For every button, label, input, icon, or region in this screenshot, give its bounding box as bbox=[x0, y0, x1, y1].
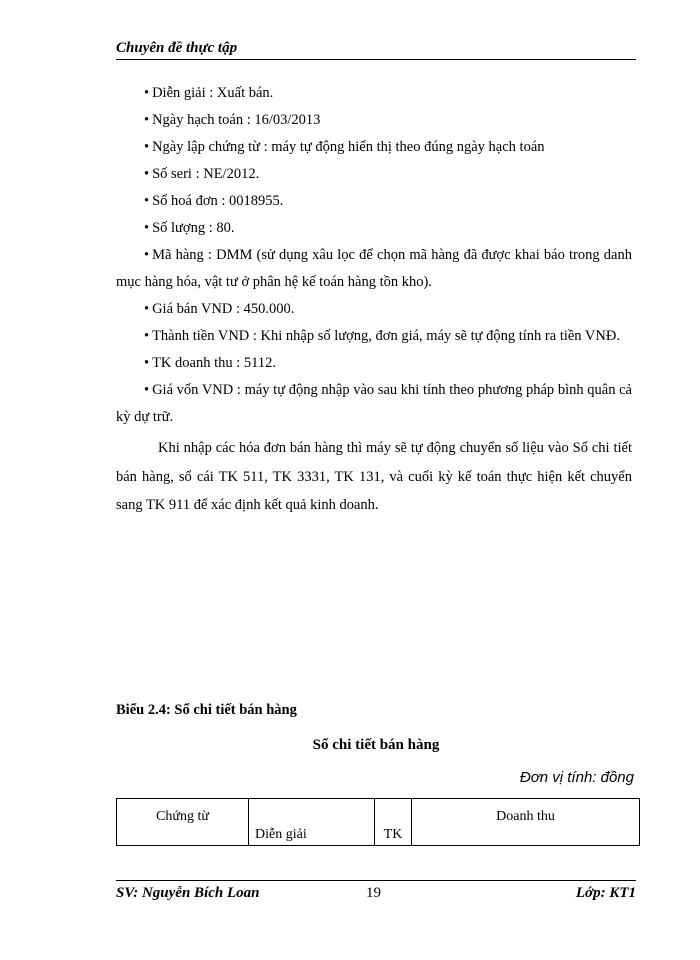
footer-student: SV: Nguyễn Bích Loan bbox=[116, 885, 260, 901]
figure-caption: Biểu 2.4: Sổ chi tiết bán hàng bbox=[116, 702, 297, 718]
bullet-dot: • bbox=[144, 355, 150, 371]
bullet-dot: • bbox=[144, 139, 150, 155]
bullet-item: • Giá vốn VND : máy tự động nhập vào sau khi tính theo phương pháp bình quân cả kỳ dự trữ. bbox=[116, 382, 632, 425]
bullet-dot: • bbox=[144, 85, 150, 101]
document-body bbox=[116, 80, 632, 520]
footer-class: Lớp: KT1 bbox=[575, 885, 636, 901]
table-title: Sổ chi tiết bán hàng bbox=[312, 737, 440, 753]
bullet-item: • Diễn giải : Xuất bán. bbox=[144, 85, 274, 101]
header-chung-tu: Chứng từ bbox=[117, 799, 249, 846]
bullet-item: • Ngày hạch toán : 16/03/2013 bbox=[144, 112, 321, 128]
bullet-item: • Mã hàng : DMM (sử dụng xâu lọc để chọn mã hàng đã được khai báo trong danh mục hàng hóa, vật tư ở phân hệ kế toán hàng tồn kho). bbox=[116, 247, 632, 290]
bullet-dot: • bbox=[144, 301, 150, 317]
bullet-item: • Số lượng : 80. bbox=[144, 220, 235, 236]
bullet-dot: • bbox=[144, 220, 150, 236]
body-paragraph: Khi nhập các hóa đơn bán hàng thì máy sẽ tự động chuyển số liệu vào Sổ chi tiết bán hàng, sổ cái TK 511, TK 3331, TK 131, và cuối kỳ kế toán thực hiện kết chuyển sang TK 911 để xác định kết quả kinh doanh. bbox=[116, 440, 632, 513]
bullet-item: • TK doanh thu : 5112. bbox=[144, 355, 276, 371]
bullet-dot: • bbox=[144, 247, 150, 263]
header-doanh-thu: Doanh thu bbox=[412, 799, 640, 846]
bullet-dot: • bbox=[144, 193, 150, 209]
bullet-dot: • bbox=[144, 328, 150, 344]
table-header-row bbox=[117, 799, 640, 846]
page-footer bbox=[116, 880, 636, 901]
bullet-item: • Giá bán VND : 450.000. bbox=[144, 301, 295, 317]
bullet-item: • Thành tiền VND : Khi nhập số lượng, đơn giá, máy sẽ tự động tính ra tiền VNĐ. bbox=[144, 328, 620, 344]
page-number: 19 bbox=[366, 885, 381, 901]
header-dien-giai: Diễn giải bbox=[249, 799, 375, 846]
sales-ledger-table bbox=[116, 798, 640, 846]
page-header: Chuyên đề thực tập bbox=[116, 40, 636, 60]
unit-note: Đơn vị tính: đồng bbox=[519, 769, 634, 786]
bullet-item: • Ngày lập chứng từ : máy tự động hiển thị theo đúng ngày hạch toán bbox=[144, 139, 545, 155]
header-tk: TK bbox=[375, 799, 412, 846]
bullet-dot: • bbox=[144, 382, 150, 398]
bullet-dot: • bbox=[144, 166, 150, 182]
bullet-item: • Số hoá đơn : 0018955. bbox=[144, 193, 284, 209]
bullet-item: • Số seri : NE/2012. bbox=[144, 166, 260, 182]
bullet-dot: • bbox=[144, 112, 150, 128]
